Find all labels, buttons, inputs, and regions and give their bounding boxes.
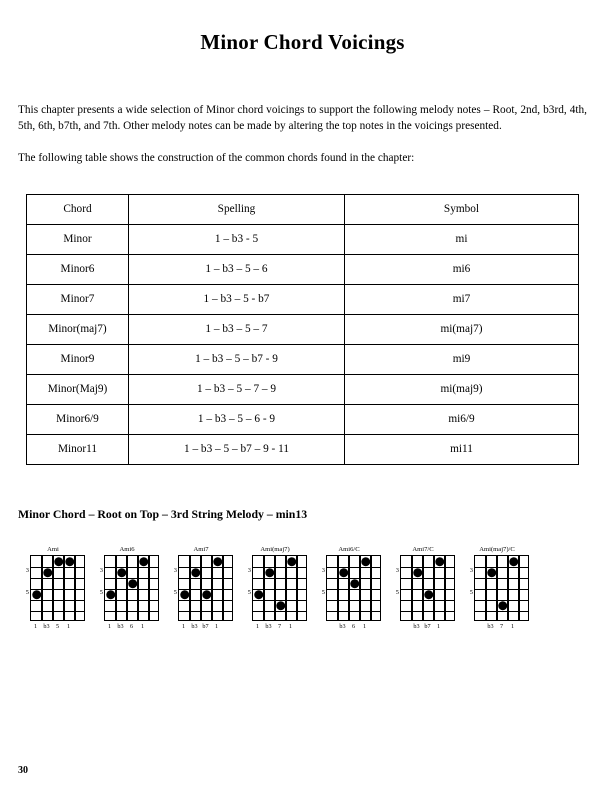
fret-line: [31, 611, 84, 612]
finger-position-dot: [350, 579, 360, 589]
fretboard-grid: [178, 555, 233, 621]
finger-position-dot: [487, 568, 497, 578]
table-head: [27, 195, 579, 225]
column-header-chord: Chord: [27, 195, 129, 225]
fret-line: [253, 567, 306, 568]
chord-diagram: [90, 544, 164, 633]
interval-label: b3: [413, 623, 420, 631]
interval-label: 1: [107, 623, 112, 631]
finger-position-dot: [498, 601, 508, 611]
fret-number-label: 5: [99, 589, 103, 597]
chord-diagram-body: [169, 555, 233, 621]
section-heading: Minor Chord – Root on Top – 3rd String Melody – min13: [18, 507, 308, 522]
fret-number-label: 3: [25, 567, 29, 575]
fret-line: [401, 567, 454, 568]
table-cell: 1 – b3 – 5 - b7: [129, 285, 345, 315]
interval-label: b3: [43, 623, 50, 631]
fretboard-grid: [104, 555, 159, 621]
fret-number-gutter: [391, 555, 400, 621]
fret-number-gutter: [317, 555, 326, 621]
interval-label: 1: [288, 623, 293, 631]
intro-paragraph: This chapter presents a wide selection of Minor chord voicings to support the following melody notes – Root, 2nd, b3rd, 4th, 5th, 6th, b7th, and 7th. Other melody notes can be made by altering the top notes in the voicings presented.: [18, 104, 587, 133]
fret-number-gutter: [169, 555, 178, 621]
fret-line: [179, 567, 232, 568]
fret-number-label: 3: [99, 567, 103, 575]
fret-line: [327, 611, 380, 612]
interval-label: b3: [487, 623, 494, 631]
fret-number-label: 5: [395, 589, 399, 597]
fret-line: [105, 600, 158, 601]
interval-label: b7: [424, 623, 431, 631]
chord-diagram-name: Ami: [47, 546, 59, 554]
table-header-row: [27, 195, 579, 225]
fret-line: [475, 589, 528, 590]
finger-position-dot: [254, 590, 264, 600]
chord-diagram-body: [95, 555, 159, 621]
table-cell: mi7: [345, 285, 579, 315]
fret-line: [253, 578, 306, 579]
finger-position-dot: [339, 568, 349, 578]
chord-diagram: [312, 544, 386, 633]
chord-diagram-name: Ami6/C: [338, 546, 360, 554]
interval-label: b3: [117, 623, 124, 631]
interval-label: 6: [129, 623, 134, 631]
table-cell: mi(maj7): [345, 315, 579, 345]
interval-label: 7: [277, 623, 282, 631]
fretboard-grid-wrapper: [474, 555, 529, 621]
chord-diagram-body: [465, 555, 529, 621]
fret-line: [327, 589, 380, 590]
table-row: [27, 405, 579, 435]
interval-label: 1: [181, 623, 186, 631]
fret-number-label: 5: [247, 589, 251, 597]
table-cell: 1 – b3 – 5 – 6 - 9: [129, 405, 345, 435]
chord-diagram-name: Ami7: [193, 546, 209, 554]
fret-line: [401, 578, 454, 579]
table-cell: Minor(Maj9): [27, 375, 129, 405]
page-number: 30: [18, 765, 28, 776]
chord-diagram-body: [21, 555, 85, 621]
fret-line: [31, 600, 84, 601]
table-cell: Minor9: [27, 345, 129, 375]
fretboard-grid-wrapper: [178, 555, 233, 621]
fretboard-grid: [30, 555, 85, 621]
fretboard-grid-wrapper: [400, 555, 455, 621]
fret-line: [475, 578, 528, 579]
fret-line: [179, 611, 232, 612]
fret-line: [31, 567, 84, 568]
fretboard-grid-wrapper: [30, 555, 85, 621]
interval-label: 7: [499, 623, 504, 631]
finger-position-dot: [276, 601, 286, 611]
fretboard-grid: [474, 555, 529, 621]
interval-label: 6: [351, 623, 356, 631]
interval-label: b7: [202, 623, 209, 631]
table-cell: Minor6/9: [27, 405, 129, 435]
interval-label-row: [400, 621, 455, 633]
chord-diagram: [386, 544, 460, 633]
table-cell: mi(maj9): [345, 375, 579, 405]
table-row: [27, 285, 579, 315]
table-cell: mi6/9: [345, 405, 579, 435]
finger-position-dot: [117, 568, 127, 578]
interval-label-row: [30, 621, 85, 633]
chord-diagram-row: [0, 544, 605, 633]
fret-number-label: 5: [25, 589, 29, 597]
table-cell: 1 – b3 – 5 – b7 – 9 - 11: [129, 435, 345, 465]
fret-number-label: 3: [395, 567, 399, 575]
finger-position-dot: [424, 590, 434, 600]
table-row: [27, 315, 579, 345]
chord-diagram: [16, 544, 90, 633]
table-cell: 1 – b3 – 5 – 7 – 9: [129, 375, 345, 405]
fret-number-gutter: [465, 555, 474, 621]
table-lead-in-paragraph: The following table shows the construction of the common chords found in the chapter:: [18, 151, 415, 164]
table-cell: mi: [345, 225, 579, 255]
finger-position-dot: [202, 590, 212, 600]
interval-label: 1: [214, 623, 219, 631]
chord-construction-table: [26, 194, 579, 465]
finger-position-dot: [509, 557, 519, 567]
interval-label: b3: [265, 623, 272, 631]
fret-line: [105, 567, 158, 568]
fret-line: [401, 600, 454, 601]
chord-diagram: [460, 544, 534, 633]
chord-diagram-name: Ami6: [119, 546, 135, 554]
fret-line: [327, 567, 380, 568]
interval-label: 1: [66, 623, 71, 631]
chord-diagram-body: [391, 555, 455, 621]
table-cell: Minor(maj7): [27, 315, 129, 345]
interval-label: b3: [191, 623, 198, 631]
interval-label: 1: [510, 623, 515, 631]
fretboard-grid: [326, 555, 381, 621]
finger-position-dot: [435, 557, 445, 567]
fret-line: [475, 611, 528, 612]
fret-number-gutter: [243, 555, 252, 621]
fretboard-grid: [400, 555, 455, 621]
fret-number-label: 3: [247, 567, 251, 575]
fretboard-grid-wrapper: [104, 555, 159, 621]
chord-diagram-body: [243, 555, 307, 621]
finger-position-dot: [32, 590, 42, 600]
finger-position-dot: [413, 568, 423, 578]
fretboard-grid-wrapper: [252, 555, 307, 621]
table-cell: Minor: [27, 225, 129, 255]
fret-line: [31, 578, 84, 579]
table-row: [27, 345, 579, 375]
page-title: Minor Chord Voicings: [200, 30, 405, 54]
interval-label-row: [252, 621, 307, 633]
finger-position-dot: [265, 568, 275, 578]
table-cell: mi11: [345, 435, 579, 465]
interval-label: b3: [339, 623, 346, 631]
fret-line: [327, 600, 380, 601]
table-row: [27, 255, 579, 285]
fret-line: [179, 578, 232, 579]
chord-diagram-name: Ami(maj7): [260, 546, 290, 554]
finger-position-dot: [180, 590, 190, 600]
table-cell: 1 – b3 - 5: [129, 225, 345, 255]
fret-line: [179, 600, 232, 601]
fret-number-label: 3: [321, 567, 325, 575]
fret-number-label: 5: [321, 589, 325, 597]
column-header-spelling: Spelling: [129, 195, 345, 225]
table-cell: Minor6: [27, 255, 129, 285]
interval-label: 5: [55, 623, 60, 631]
table-cell: Minor7: [27, 285, 129, 315]
column-header-symbol: Symbol: [345, 195, 579, 225]
chord-construction-table-wrapper: [0, 194, 605, 465]
fret-line: [253, 611, 306, 612]
table-row: [27, 225, 579, 255]
table-body: [27, 225, 579, 465]
table-cell: mi9: [345, 345, 579, 375]
interval-label-row: [104, 621, 159, 633]
chord-diagram-name: Ami7/C: [412, 546, 434, 554]
fret-number-gutter: [21, 555, 30, 621]
finger-position-dot: [43, 568, 53, 578]
fret-number-label: 5: [173, 589, 177, 597]
interval-label: 1: [436, 623, 441, 631]
finger-position-dot: [361, 557, 371, 567]
interval-label: 1: [362, 623, 367, 631]
fret-number-gutter: [95, 555, 104, 621]
finger-position-dot: [128, 579, 138, 589]
fret-line: [401, 611, 454, 612]
fret-line: [105, 611, 158, 612]
interval-label-row: [474, 621, 529, 633]
finger-position-dot: [65, 557, 75, 567]
chord-diagram: [238, 544, 312, 633]
interval-label: 1: [255, 623, 260, 631]
finger-position-dot: [287, 557, 297, 567]
finger-position-dot: [54, 557, 64, 567]
table-row: [27, 375, 579, 405]
table-row: [27, 435, 579, 465]
table-cell: mi6: [345, 255, 579, 285]
finger-position-dot: [191, 568, 201, 578]
fret-number-label: 5: [469, 589, 473, 597]
fretboard-grid-wrapper: [326, 555, 381, 621]
chord-diagram: [164, 544, 238, 633]
chord-diagram-name: Ami(maj7)/C: [479, 546, 515, 554]
table-cell: 1 – b3 – 5 – 6: [129, 255, 345, 285]
fret-number-label: 3: [173, 567, 177, 575]
interval-label: 1: [140, 623, 145, 631]
fretboard-grid: [252, 555, 307, 621]
finger-position-dot: [106, 590, 116, 600]
table-cell: 1 – b3 – 5 – b7 - 9: [129, 345, 345, 375]
interval-label: 1: [33, 623, 38, 631]
interval-label-row: [326, 621, 381, 633]
fret-line: [475, 567, 528, 568]
chord-diagram-body: [317, 555, 381, 621]
fret-number-label: 3: [469, 567, 473, 575]
finger-position-dot: [213, 557, 223, 567]
table-cell: Minor11: [27, 435, 129, 465]
interval-label-row: [178, 621, 233, 633]
finger-position-dot: [139, 557, 149, 567]
table-cell: 1 – b3 – 5 – 7: [129, 315, 345, 345]
